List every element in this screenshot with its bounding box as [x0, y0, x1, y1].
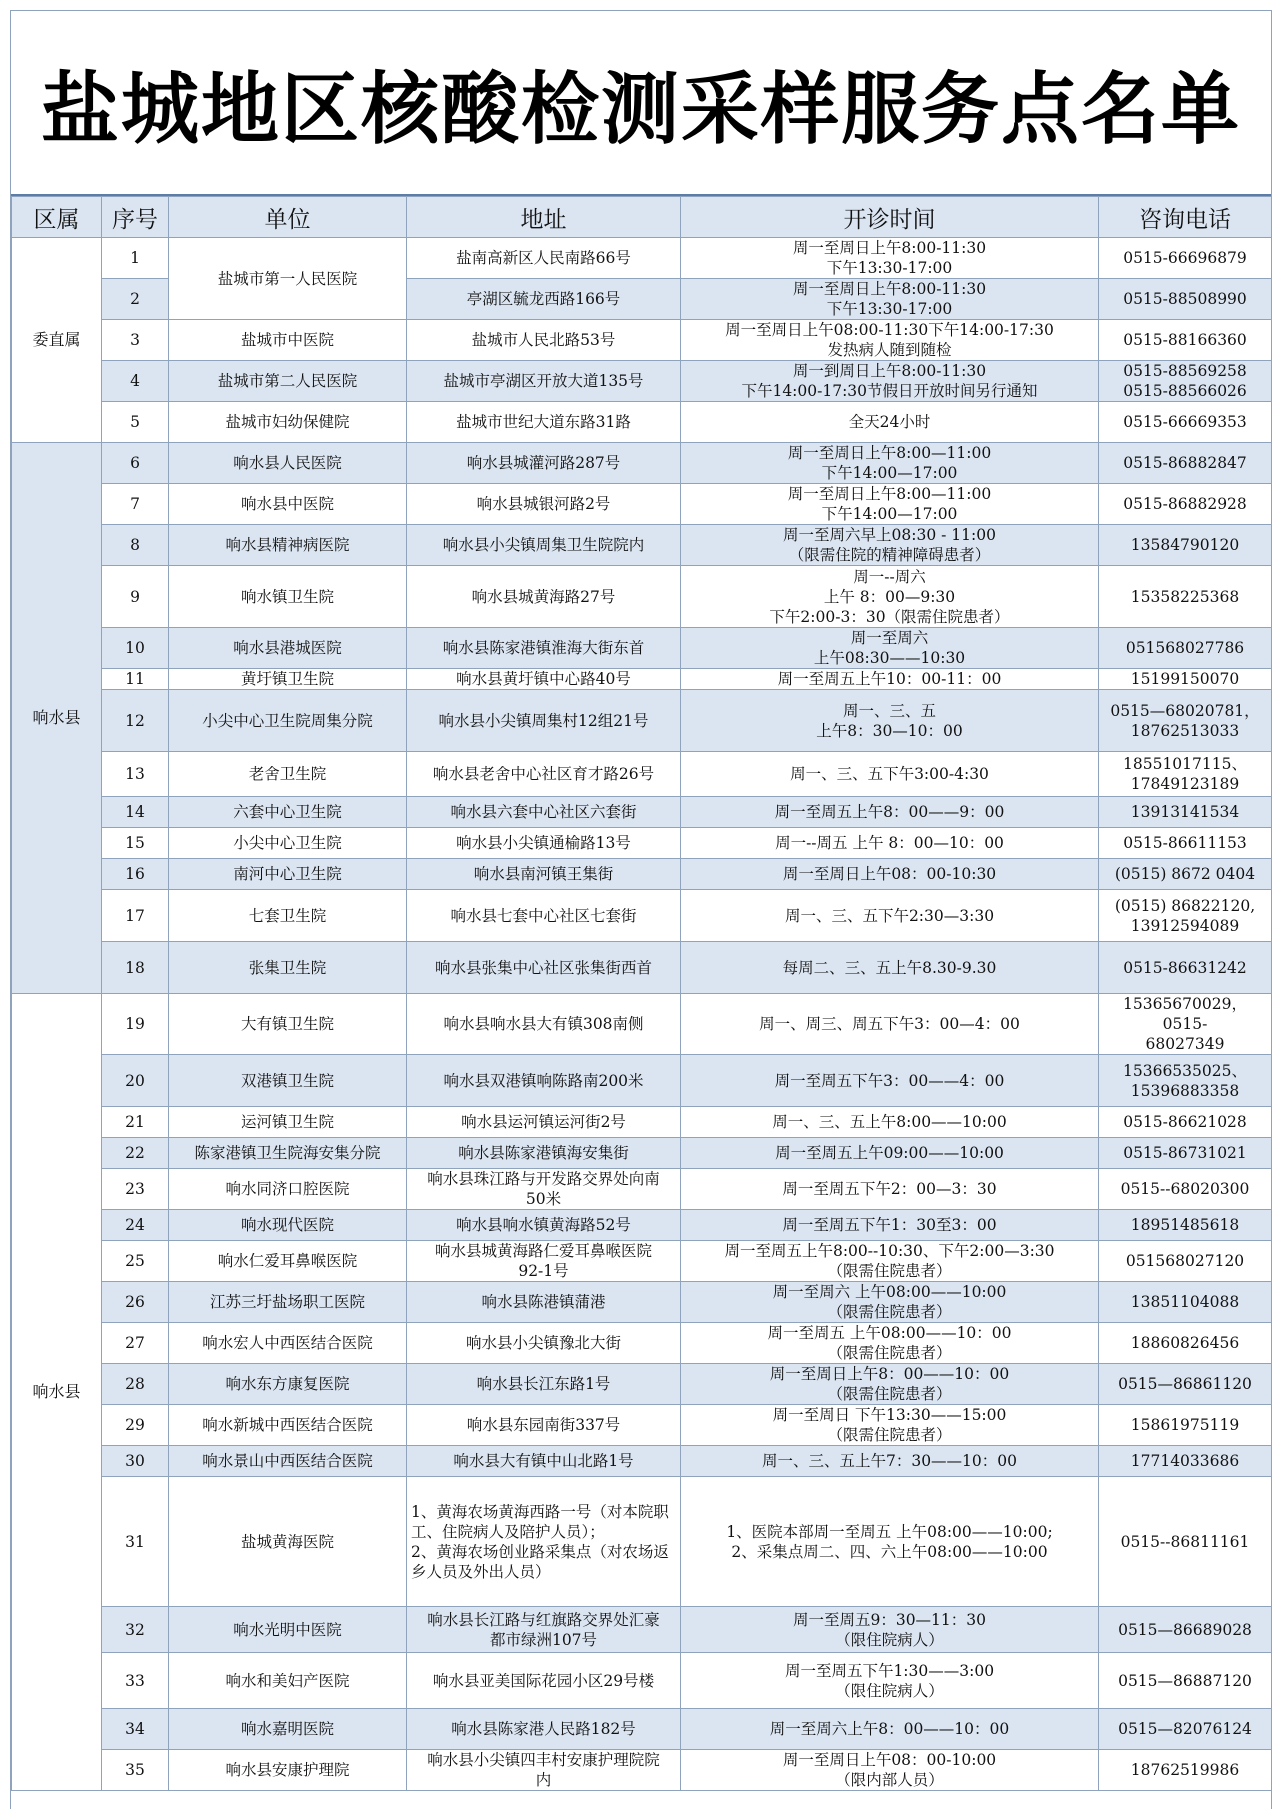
row-number-cell: 23 — [102, 1169, 169, 1210]
phone-cell: 15366535025、 15396883358 — [1099, 1055, 1272, 1107]
unit-cell: 盐城黄海医院 — [169, 1477, 407, 1607]
hours-cell: 周一至周五下午1：30至3：00 — [681, 1210, 1099, 1241]
table-row — [12, 1282, 1272, 1323]
region-cell: 响水县 — [12, 994, 102, 1791]
address-cell: 响水县南河镇王集街 — [407, 859, 681, 890]
unit-cell: 响水县精神病医院 — [169, 525, 407, 566]
table-header-row — [12, 197, 1272, 238]
address-cell: 盐城市人民北路53号 — [407, 320, 681, 361]
address-cell: 响水县响水镇黄海路52号 — [407, 1210, 681, 1241]
region-cell: 委直属 — [12, 238, 102, 443]
phone-cell: 0515-86611153 — [1099, 828, 1272, 859]
row-number-cell: 29 — [102, 1405, 169, 1446]
hours-cell: 周一--周五 上午 8：00—10：00 — [681, 828, 1099, 859]
hours-cell: 周一至周日上午08：00-10:30 — [681, 859, 1099, 890]
table-row — [12, 942, 1272, 994]
row-number-cell: 15 — [102, 828, 169, 859]
address-cell: 响水县张集中心社区张集街西首 — [407, 942, 681, 994]
table-row — [12, 690, 1272, 752]
phone-cell: 18860826456 — [1099, 1323, 1272, 1364]
row-number-cell: 14 — [102, 797, 169, 828]
row-number-cell: 11 — [102, 669, 169, 690]
table-row — [12, 1210, 1272, 1241]
table-row — [12, 828, 1272, 859]
phone-cell: 13913141534 — [1099, 797, 1272, 828]
row-number-cell: 22 — [102, 1138, 169, 1169]
address-cell: 响水县长江东路1号 — [407, 1364, 681, 1405]
table-row — [12, 1653, 1272, 1709]
phone-cell: 0515--68020300 — [1099, 1169, 1272, 1210]
table-row — [12, 1055, 1272, 1107]
hours-cell: 周一至周五上午10：00-11：00 — [681, 669, 1099, 690]
hours-cell: 周一至周日 下午13:30——15:00 （限需住院患者） — [681, 1405, 1099, 1446]
table-row — [12, 1446, 1272, 1477]
row-number-cell: 1 — [102, 238, 169, 279]
address-cell: 响水县老舍中心社区育才路26号 — [407, 752, 681, 797]
unit-cell: 运河镇卫生院 — [169, 1107, 407, 1138]
unit-cell: 盐城市第二人民医院 — [169, 361, 407, 402]
row-number-cell: 7 — [102, 484, 169, 525]
unit-cell: 响水镇卫生院 — [169, 566, 407, 628]
table-row — [12, 484, 1272, 525]
phone-cell: 051568027786 — [1099, 628, 1272, 669]
row-number-cell: 3 — [102, 320, 169, 361]
row-number-cell: 25 — [102, 1241, 169, 1282]
row-number-cell: 20 — [102, 1055, 169, 1107]
table-row — [12, 1750, 1272, 1791]
hours-cell: 周一、三、五 上午8：30—10：00 — [681, 690, 1099, 752]
table-row — [12, 1364, 1272, 1405]
header-number: 序号 — [102, 197, 169, 238]
table-row — [12, 1241, 1272, 1282]
phone-cell: 15199150070 — [1099, 669, 1272, 690]
phone-cell: 0515-86882928 — [1099, 484, 1272, 525]
hours-cell: 周一至周五9：30—11：30 （限住院病人） — [681, 1607, 1099, 1653]
row-number-cell: 19 — [102, 994, 169, 1055]
page-title: 盐城地区核酸检测采样服务点名单 — [40, 64, 1241, 155]
row-number-cell: 12 — [102, 690, 169, 752]
address-cell: 盐南高新区人民南路66号 — [407, 238, 681, 279]
table-row — [12, 1107, 1272, 1138]
table-row — [12, 1477, 1272, 1607]
hours-cell: 周一至周六上午8：00——10：00 — [681, 1709, 1099, 1750]
table-row — [12, 1607, 1272, 1653]
unit-cell: 响水县安康护理院 — [169, 1750, 407, 1791]
address-cell: 响水县长江路与红旗路交界处汇豪 都市绿洲107号 — [407, 1607, 681, 1653]
unit-cell: 双港镇卫生院 — [169, 1055, 407, 1107]
row-number-cell: 9 — [102, 566, 169, 628]
phone-cell: 0515-88569258 0515-88566026 — [1099, 361, 1272, 402]
address-cell: 响水县城银河路2号 — [407, 484, 681, 525]
table-row — [12, 525, 1272, 566]
table-row — [12, 1405, 1272, 1446]
hours-cell: 周一、三、五上午7：30——10：00 — [681, 1446, 1099, 1477]
hours-cell: 周一至周日上午8:00-11:30 下午13:30-17:00 — [681, 238, 1099, 279]
row-number-cell: 26 — [102, 1282, 169, 1323]
hours-cell: 周一至周日上午8:00-11:30 下午13:30-17:00 — [681, 279, 1099, 320]
hours-cell: 周一、三、五下午2:30—3:30 — [681, 890, 1099, 942]
unit-cell: 响水仁爱耳鼻喉医院 — [169, 1241, 407, 1282]
unit-cell: 响水同济口腔医院 — [169, 1169, 407, 1210]
hours-cell: 周一到周日上午8:00-11:30 下午14:00-17:30节假日开放时间另行通知 — [681, 361, 1099, 402]
unit-cell: 响水现代医院 — [169, 1210, 407, 1241]
phone-cell: 15861975119 — [1099, 1405, 1272, 1446]
table-row — [12, 402, 1272, 443]
address-cell: 响水县陈家港镇淮海大街东首 — [407, 628, 681, 669]
hours-cell: 周一至周五上午8:00--10:30、下午2:00—3:30 （限需住院患者） — [681, 1241, 1099, 1282]
header-phone: 咨询电话 — [1099, 197, 1272, 238]
phone-cell: 0515-88508990 — [1099, 279, 1272, 320]
unit-cell: 响水景山中西医结合医院 — [169, 1446, 407, 1477]
phone-cell: 15358225368 — [1099, 566, 1272, 628]
header-address: 地址 — [407, 197, 681, 238]
unit-cell: 七套卫生院 — [169, 890, 407, 942]
phone-cell: 051568027120 — [1099, 1241, 1272, 1282]
header-unit: 单位 — [169, 197, 407, 238]
table-row — [12, 1709, 1272, 1750]
unit-cell: 陈家港镇卫生院海安集分院 — [169, 1138, 407, 1169]
unit-cell: 响水县港城医院 — [169, 628, 407, 669]
phone-cell: 13851104088 — [1099, 1282, 1272, 1323]
row-number-cell: 16 — [102, 859, 169, 890]
address-cell: 响水县小尖镇豫北大街 — [407, 1323, 681, 1364]
unit-cell: 响水县人民医院 — [169, 443, 407, 484]
address-cell: 响水县小尖镇周集村12组21号 — [407, 690, 681, 752]
row-number-cell: 13 — [102, 752, 169, 797]
table-row — [12, 797, 1272, 828]
table-row — [12, 238, 1272, 279]
address-cell: 响水县亚美国际花园小区29号楼 — [407, 1653, 681, 1709]
phone-cell: 0515-86631242 — [1099, 942, 1272, 994]
table-row — [12, 566, 1272, 628]
table-row — [12, 859, 1272, 890]
table-row — [12, 890, 1272, 942]
address-cell: 响水县陈家港镇海安集街 — [407, 1138, 681, 1169]
row-number-cell: 17 — [102, 890, 169, 942]
hours-cell: 周一--周六 上午 8：00—9:30 下午2:00-3：30（限需住院患者） — [681, 566, 1099, 628]
phone-cell: 0515—68020781， 18762513033 — [1099, 690, 1272, 752]
row-number-cell: 5 — [102, 402, 169, 443]
phone-cell: 0515-66669353 — [1099, 402, 1272, 443]
phone-cell: 18951485618 — [1099, 1210, 1272, 1241]
title-box — [11, 11, 1271, 196]
hours-cell: 周一至周六 上午08:00——10:00 （限需住院患者） — [681, 1282, 1099, 1323]
address-cell: 响水县响水县大有镇308南侧 — [407, 994, 681, 1055]
phone-cell: 13584790120 — [1099, 525, 1272, 566]
unit-cell: 盐城市妇幼保健院 — [169, 402, 407, 443]
hours-cell: 1、医院本部周一至周五 上午08:00——10:00; 2、采集点周二、四、六上午08:00——10:00 — [681, 1477, 1099, 1607]
table-row — [12, 628, 1272, 669]
hours-cell: 每周二、三、五上午8.30-9.30 — [681, 942, 1099, 994]
address-cell: 响水县小尖镇四丰村安康护理院院 内 — [407, 1750, 681, 1791]
row-number-cell: 28 — [102, 1364, 169, 1405]
table-row — [12, 752, 1272, 797]
phone-cell: 0515—86861120 — [1099, 1364, 1272, 1405]
address-cell: 响水县陈港镇蒲港 — [407, 1282, 681, 1323]
hours-cell: 全天24小时 — [681, 402, 1099, 443]
address-cell: 响水县大有镇中山北路1号 — [407, 1446, 681, 1477]
phone-cell: 0515-86731021 — [1099, 1138, 1272, 1169]
hours-cell: 周一至周六早上08:30 - 11:00 （限需住院的精神障碍患者） — [681, 525, 1099, 566]
phone-cell: 15365670029，0515- 68027349 — [1099, 994, 1272, 1055]
phone-cell: 0515-86621028 — [1099, 1107, 1272, 1138]
table-row — [12, 1169, 1272, 1210]
phone-cell: (0515) 8672 0404 — [1099, 859, 1272, 890]
hours-cell: 周一至周五上午8：00——9：00 — [681, 797, 1099, 828]
hours-cell: 周一至周六 上午08:30——10:30 — [681, 628, 1099, 669]
address-cell: 响水县城黄海路仁爱耳鼻喉医院 92-1号 — [407, 1241, 681, 1282]
unit-cell: 盐城市第一人民医院 — [169, 238, 407, 320]
unit-cell: 老舍卫生院 — [169, 752, 407, 797]
address-cell: 响水县七套中心社区七套街 — [407, 890, 681, 942]
unit-cell: 六套中心卫生院 — [169, 797, 407, 828]
phone-cell: 17714033686 — [1099, 1446, 1272, 1477]
phone-cell: 0515-86882847 — [1099, 443, 1272, 484]
hours-cell: 周一至周日上午8：00——10：00 （限需住院患者） — [681, 1364, 1099, 1405]
row-number-cell: 10 — [102, 628, 169, 669]
region-cell: 响水县 — [12, 443, 102, 994]
unit-cell: 响水县中医院 — [169, 484, 407, 525]
unit-cell: 盐城市中医院 — [169, 320, 407, 361]
table-body — [12, 238, 1272, 1791]
row-number-cell: 27 — [102, 1323, 169, 1364]
address-cell: 响水县运河镇运河街2号 — [407, 1107, 681, 1138]
unit-cell: 响水嘉明医院 — [169, 1709, 407, 1750]
unit-cell: 南河中心卫生院 — [169, 859, 407, 890]
row-number-cell: 4 — [102, 361, 169, 402]
table-row — [12, 320, 1272, 361]
unit-cell: 响水宏人中西医结合医院 — [169, 1323, 407, 1364]
unit-cell: 张集卫生院 — [169, 942, 407, 994]
row-number-cell: 24 — [102, 1210, 169, 1241]
hours-cell: 周一、三、五下午3:00-4:30 — [681, 752, 1099, 797]
phone-cell: 0515—86887120 — [1099, 1653, 1272, 1709]
address-cell: 响水县双港镇响陈路南200米 — [407, 1055, 681, 1107]
phone-cell: 18551017115、 17849123189 — [1099, 752, 1272, 797]
table-row — [12, 1138, 1272, 1169]
unit-cell: 黄圩镇卫生院 — [169, 669, 407, 690]
row-number-cell: 21 — [102, 1107, 169, 1138]
phone-cell: 0515—86689028 — [1099, 1607, 1272, 1653]
address-cell: 盐城市亭湖区开放大道135号 — [407, 361, 681, 402]
row-number-cell: 32 — [102, 1607, 169, 1653]
hours-cell: 周一、周三、周五下午3：00—4：00 — [681, 994, 1099, 1055]
header-hours: 开诊时间 — [681, 197, 1099, 238]
table-row — [12, 994, 1272, 1055]
hours-cell: 周一至周日上午8:00—11:00 下午14:00—17:00 — [681, 484, 1099, 525]
table-row — [12, 669, 1272, 690]
phone-cell: 0515—82076124 — [1099, 1709, 1272, 1750]
address-cell: 响水县黄圩镇中心路40号 — [407, 669, 681, 690]
hours-cell: 周一至周日上午8:00—11:00 下午14:00—17:00 — [681, 443, 1099, 484]
unit-cell: 大有镇卫生院 — [169, 994, 407, 1055]
address-cell: 响水县陈家港人民路182号 — [407, 1709, 681, 1750]
hours-cell: 周一至周五上午09:00——10:00 — [681, 1138, 1099, 1169]
phone-cell: 0515-66696879 — [1099, 238, 1272, 279]
hours-cell: 周一至周五下午2：00—3：30 — [681, 1169, 1099, 1210]
row-number-cell: 8 — [102, 525, 169, 566]
address-cell: 1、黄海农场黄海西路一号（对本院职工、住院病人及陪护人员）； 2、黄海农场创业路采集点（对农场返乡人员及外出人员） — [407, 1477, 681, 1607]
header-region: 区属 — [12, 197, 102, 238]
address-cell: 响水县珠江路与开发路交界处向南 50米 — [407, 1169, 681, 1210]
address-cell: 响水县小尖镇通榆路13号 — [407, 828, 681, 859]
address-cell: 盐城市世纪大道东路31路 — [407, 402, 681, 443]
hours-cell: 周一至周五 上午08:00——10：00 （限需住院患者） — [681, 1323, 1099, 1364]
row-number-cell: 33 — [102, 1653, 169, 1709]
hours-cell: 周一至周日上午08:00-11:30下午14:00-17:30 发热病人随到随检 — [681, 320, 1099, 361]
row-number-cell: 35 — [102, 1750, 169, 1791]
phone-cell: 0515-88166360 — [1099, 320, 1272, 361]
address-cell: 亭湖区毓龙西路166号 — [407, 279, 681, 320]
unit-cell: 响水东方康复医院 — [169, 1364, 407, 1405]
unit-cell: 小尖中心卫生院 — [169, 828, 407, 859]
row-number-cell: 2 — [102, 279, 169, 320]
row-number-cell: 34 — [102, 1709, 169, 1750]
address-cell: 响水县六套中心社区六套街 — [407, 797, 681, 828]
row-number-cell: 18 — [102, 942, 169, 994]
row-number-cell: 6 — [102, 443, 169, 484]
phone-cell: 18762519986 — [1099, 1750, 1272, 1791]
row-number-cell: 31 — [102, 1477, 169, 1607]
address-cell: 响水县城灌河路287号 — [407, 443, 681, 484]
phone-cell: 0515--86811161 — [1099, 1477, 1272, 1607]
address-cell: 响水县城黄海路27号 — [407, 566, 681, 628]
unit-cell: 江苏三圩盐场职工医院 — [169, 1282, 407, 1323]
unit-cell: 响水新城中西医结合医院 — [169, 1405, 407, 1446]
unit-cell: 响水和美妇产医院 — [169, 1653, 407, 1709]
table-row — [12, 443, 1272, 484]
row-number-cell: 30 — [102, 1446, 169, 1477]
document-sheet — [10, 10, 1272, 1809]
address-cell: 响水县小尖镇周集卫生院院内 — [407, 525, 681, 566]
table-row — [12, 1323, 1272, 1364]
unit-cell: 小尖中心卫生院周集分院 — [169, 690, 407, 752]
hours-cell: 周一至周五下午1:30——3:00 （限住院病人） — [681, 1653, 1099, 1709]
address-cell: 响水县东园南街337号 — [407, 1405, 681, 1446]
service-points-table — [11, 196, 1272, 1791]
phone-cell: (0515) 86822120, 13912594089 — [1099, 890, 1272, 942]
hours-cell: 周一至周五下午3：00——4：00 — [681, 1055, 1099, 1107]
table-row — [12, 361, 1272, 402]
hours-cell: 周一、三、五上午8:00——10:00 — [681, 1107, 1099, 1138]
hours-cell: 周一至周日上午08：00-10:00 （限内部人员） — [681, 1750, 1099, 1791]
unit-cell: 响水光明中医院 — [169, 1607, 407, 1653]
